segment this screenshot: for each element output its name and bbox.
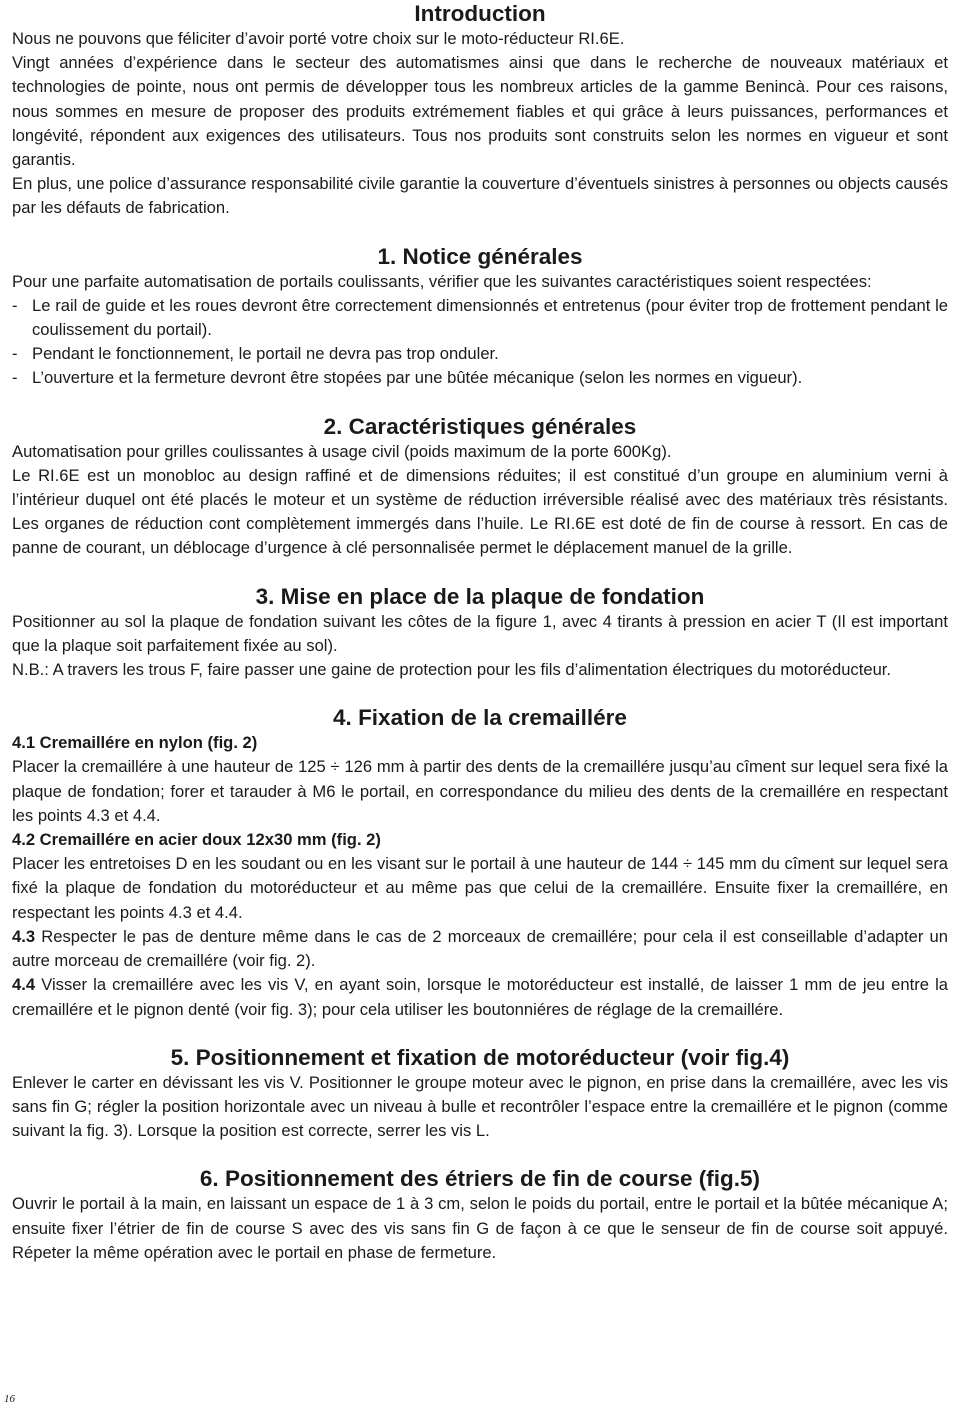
intro-paragraph-3: En plus, une police d’assurance responsabilité civile garantie la couverture d’éventuels sinistres à personnes ou objects causés par les défauts de fabrication. <box>12 174 948 218</box>
section-3-paragraph-1: Positionner au sol la plaque de fondation suivant les côtes de la figure 1, avec 4 tirants à pression en acier T (Il est important que la plaque soit parfaitement fixée au sol). <box>12 611 948 655</box>
point-4-4-paragraph <box>12 973 948 1021</box>
subsection-4-1-title: 4.1 Cremaillére en nylon (fig. 2) <box>12 733 258 753</box>
section-5-paragraph: Enlever le carter en dévissant les vis V. Positionner le groupe moteur avec le pignon, en prise dans la cremaillére, avec les vis sans fin G; régler la position horizontale avec un niveau à bulle et recontrôler l’espace entre la cremaillére et le pignon (comme suivant la fig. 3). Lorsque la position est correcte, serrer les vis L. <box>12 1072 948 1141</box>
section-4-title: 4. Fixation de la cremaillére <box>333 705 627 731</box>
point-4-4-text: Visser la cremaillére avec les vis V, en ayant soin, lorsque le motoréducteur est installé, de laisser 1 mm de jeu entre la cremaillére et le pignon denté (voir fig. 3); pour cela utiliser les boutonniéres de réglage de la cremaillére. <box>12 975 948 1019</box>
point-4-3-paragraph <box>12 925 948 973</box>
section-2-paragraph-2: Le RI.6E est un monobloc au design raffiné et de dimensions réduites; il est constitué d’un groupe en aluminium verni à l’intérieur duquel ont été placés le moteur et un système de réduction irréversible réalisé avec des matériaux très résistants. Les organes de réduction cont complètement immergés dans l’huile. Le RI.6E est doté de fin de course à ressort. En cas de panne de courant, un déblocage d’urgence à clé personnalisée permet le déplacement manuel de la grille. <box>12 465 948 558</box>
list-item-text: L’ouverture et la fermeture devront être stopées par une bûtée mécanique (selon les normes en vigueur). <box>32 368 803 388</box>
section-2-title: 2. Caractéristiques générales <box>323 413 637 439</box>
section-3-title: 3. Mise en place de la plaque de fondation <box>255 583 705 609</box>
list-item-text: Pendant le fonctionnement, le portail ne devra pas trop onduler. <box>32 344 499 364</box>
section-5-title: 5. Positionnement et fixation de motoréducteur (voir fig.4) <box>170 1044 790 1070</box>
page-number: 16 <box>4 1393 15 1405</box>
subsection-4-2-title: 4.2 Cremaillére en acier doux 12x30 mm (fig. 2) <box>12 830 381 850</box>
point-4-3-text: Respecter le pas de denture même dans le cas de 2 morceaux de cremaillére; pour cela il est conseillable d’adapter un autre morceau de cremaillére (voir fig. 2). <box>12 926 948 971</box>
section-6-title: 6. Positionnement des étriers de fin de course (fig.5) <box>199 1166 761 1192</box>
section-3-paragraph-2: N.B.: A travers les trous F, faire passer une gaine de protection pour les fils d’alimentation électriques du motoréducteur. <box>12 660 892 680</box>
intro-title: Introduction <box>414 1 546 26</box>
subsection-4-2-paragraph: Placer les entretoises D en les soudant ou en les visant sur le portail à une hauteur de 144 ÷ 145 mm du cîment sur lequel sera fixé la plaque de fondation du motoréducteur et au même pas que celui de la cremaillére. Ensuite fixer la cremaillére, en respectant les points 4.3 et 4.4. <box>12 854 948 922</box>
list-item-text: Le rail de guide et les roues devront être correctement dimensionnés et entretenus (pour éviter trop de frottement pendant le coulissement du portail). <box>32 295 948 340</box>
section-1-title: 1. Notice générales <box>377 243 583 269</box>
intro-paragraph-2: Vingt années d’expérience dans le secteur des automatismes ainsi que dans le recherche de nouveaux matériaux et technologies de pointe, nous ont permis de développer tous les nombreux articles de la gamme Benincà. Pour ces raisons, nous sommes en mesure de proposer des produits extrémement fiables et qui grâce à leurs puissances, performances et longévité, répondent aux exigences des utilisateurs. Tous nos produits sont construits selon les normes en vigueur et sont garantis. <box>12 53 948 170</box>
section-6-paragraph: Ouvrir le portail à la main, en laissant un espace de 1 à 3 cm, selon le poids du portail, entre le portail et la bûtée mécanique A; ensuite fixer l’étrier de fin de course S avec des vis sans fin G de façon à ce que le senseur de fin de course soit appuyé. Répeter la même opération avec le portail en phase de fermeture. <box>12 1194 948 1262</box>
subsection-4-1-paragraph: Placer la cremaillére à une hauteur de 125 ÷ 126 mm à partir des dents de la cremaillére jusqu’au cîment sur lequel sera fixé la plaque de fondation; forer et tarauder à M6 le portail, en correspondance du milieu des dents de la cremaillére en respectant les points 4.3 et 4.4. <box>12 757 948 825</box>
intro-paragraph-1: Nous ne pouvons que féliciter d’avoir porté votre choix sur le moto-réducteur RI.6E. <box>12 29 625 48</box>
point-4-3-number: 4.3 <box>12 926 36 946</box>
section-1-paragraph: Pour une parfaite automatisation de portails coulissants, vérifier que les suivantes caractéristiques soient respectées: <box>12 271 872 291</box>
point-4-4-number: 4.4 <box>12 975 36 995</box>
list-item: - Pendant le fonctionnement, le portail ne devra pas trop onduler. <box>12 342 948 366</box>
section-2-paragraph-1: Automatisation pour grilles coulissantes à usage civil (poids maximum de la porte 600Kg). <box>12 441 672 461</box>
list-item: - L’ouverture et la fermeture devront être stopées par une bûtée mécanique (selon les normes en vigueur). <box>12 366 948 390</box>
list-item: - Le rail de guide et les roues devront être correctement dimensionnés et entretenus (pour éviter trop de frottement pendant le coulissement du portail). <box>12 294 948 342</box>
